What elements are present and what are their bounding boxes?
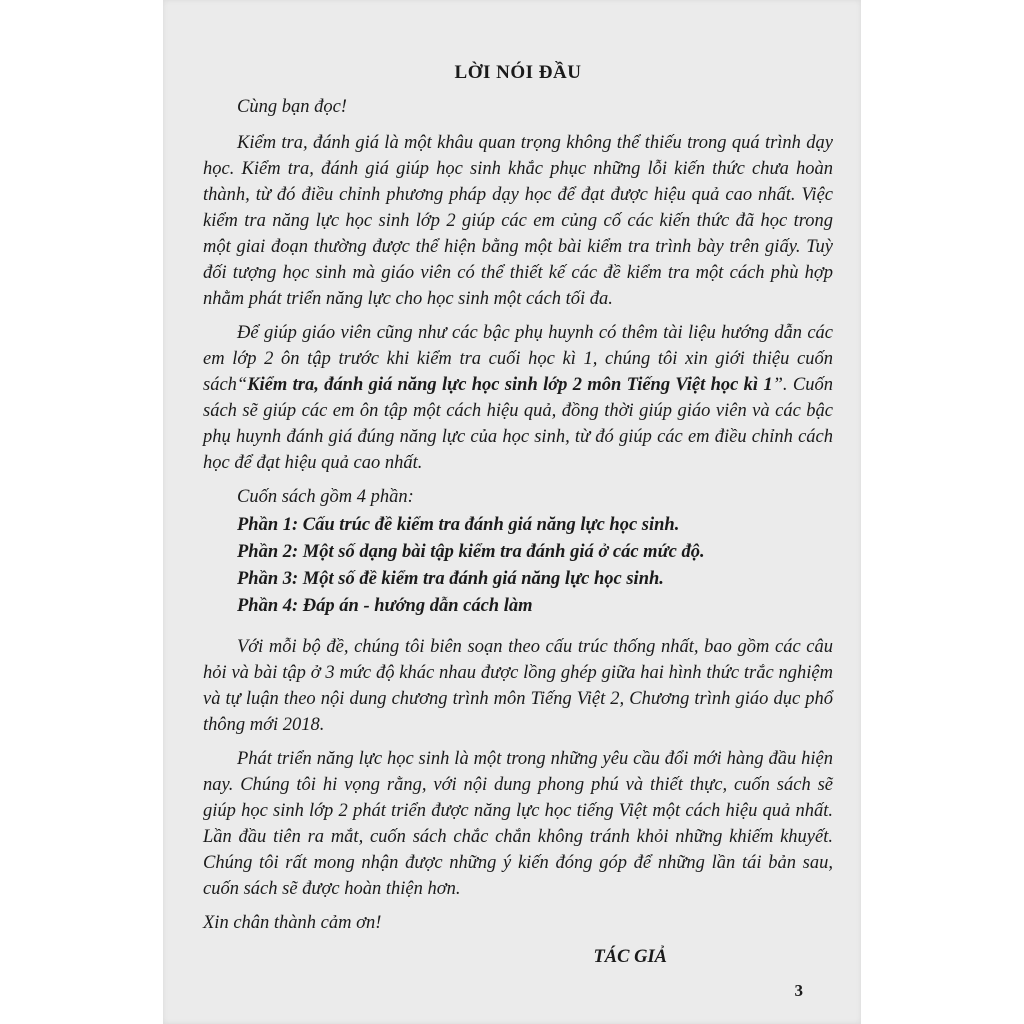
book-page <box>163 0 861 1024</box>
part-text: : Cấu trúc đề kiểm tra đánh giá năng lực học sinh. <box>292 515 680 535</box>
part-text: : Một số đề kiểm tra đánh giá năng lực học sinh. <box>292 569 664 589</box>
part-label: Phần 3 <box>237 569 293 589</box>
part-item <box>203 512 833 539</box>
page-number: 3 <box>794 981 803 1000</box>
thanks-line: Xin chân thành cảm ơn! <box>203 913 382 933</box>
paragraph-2 <box>203 320 833 476</box>
paragraph-3: Với mỗi bộ đề, chúng tôi biên soạn theo cấu trúc thống nhất, bao gồm các câu hỏi và bài tập ở 3 mức độ khác nhau được lồng ghép giữa hai hình thức trắc nghiệm và tự luận theo nội dung chương trình môn Tiếng Việt 2, Chương trình giáo dục phổ thông mới 2018. <box>203 637 833 735</box>
paragraph-4: Phát triển năng lực học sinh là một trong những yêu cầu đổi mới hàng đầu hiện nay. Chúng tôi hi vọng rằng, với nội dung phong phú và thiết thực, cuốn sách sẽ giúp học sinh lớp 2 phát triển được năng lực học tiếng Việt một cách hiệu quả nhất. Lần đầu tiên ra mắt, cuốn sách chắc chắn không tránh khỏi những khiếm khuyết. Chúng tôi rất mong nhận được những ý kiến đóng góp để những lần tái bản sau, cuốn sách sẽ được hoàn thiện hơn. <box>203 749 833 899</box>
part-label: Phần 2 <box>237 542 293 562</box>
author-signature: TÁC GIẢ <box>593 947 667 967</box>
part-text: : Một số dạng bài tập kiểm tra đánh giá ở các mức độ. <box>292 542 705 562</box>
part-item <box>203 593 833 620</box>
book-title: Kiểm tra, đánh giá năng lực học sinh lớp 2 môn Tiếng Việt học kì 1 <box>247 375 773 395</box>
part-text: : Đáp án - hướng dẫn cách làm <box>292 596 533 616</box>
paragraph-1: Kiểm tra, đánh giá là một khâu quan trọng không thể thiếu trong quá trình dạy học. Kiểm tra, đánh giá giúp học sinh khắc phục những lỗi kiến thức chưa hoàn thành, từ đó điều chỉnh phương pháp dạy học để đạt được hiệu quả cao nhất. Việc kiểm tra năng lực học sinh lớp 2 giúp các em củng cố các kiến thức đã học trong một giai đoạn thường được thể hiện bằng một bài kiểm tra trình bày trên giấy. Tuỳ đối tượng học sinh mà giáo viên có thể thiết kế các đề kiểm tra một cách phù hợp nhằm phát triển năng lực cho học sinh một cách tối đa. <box>203 133 833 309</box>
paragraph-2-end: ”. Cuốn sách sẽ giúp các em ôn tập một cách hiệu quả, đồng thời giúp giáo viên và các bậc phụ huynh đánh giá đúng năng lực của học sinh, từ đó giúp các em điều chỉnh cách học để đạt hiệu quả cao nhất. <box>203 375 833 473</box>
page-title: LỜI NÓI ĐẦU <box>454 62 582 83</box>
greeting: Cùng bạn đọc! <box>237 97 347 117</box>
part-label: Phần 1 <box>237 515 293 535</box>
page-content <box>203 62 833 970</box>
part-label: Phần 4 <box>237 596 293 616</box>
parts-intro: Cuốn sách gồm 4 phần: <box>237 487 414 507</box>
part-item <box>203 539 833 566</box>
paragraph-2-start: Để giúp giáo viên cũng như các bậc phụ huynh có thêm tài liệu hướng dẫn các em lớp 2 ôn tập trước khi kiểm tra cuối học kì 1, chúng tôi xin giới thiệu cuốn sách“ <box>203 323 833 395</box>
part-item <box>203 566 833 593</box>
